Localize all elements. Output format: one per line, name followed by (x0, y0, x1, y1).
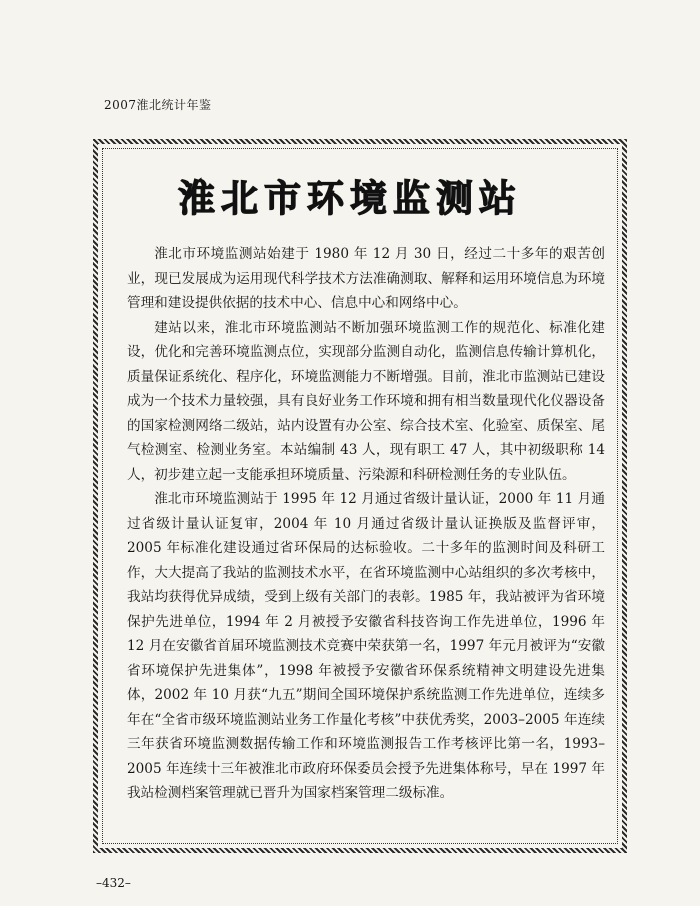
running-head: 2007淮北统计年鉴 (104, 98, 212, 112)
paragraph-3: 淮北市环境监测站于 1995 年 12 月通过省级计量认证，2000 年 11 月通过省级计量认证复审，2004 年 10 月通过省级计量认证换版及监督评审，2005 年标准化建设通过省环保局的达标验收。二十多年的监测时间及科研工作，大大提高了我站的监测技术水平，在省环境监测中心站组织的多次考核中，我站均获得优异成绩，受到上级有关部门的表彰。1985 年，我站被评为省环境保护先进单位，1994 年 2 月被授予安徽省科技咨询工作先进单位，1996 年 12 月在安徽省首届环境监测技术竞赛中荣获第一名，1997 年元月被评为“安徽省环境保护先进集体”，1998 年被授予安徽省环保系统精神文明建设先进集体，2002 年 10 月获“九五”期间全国环境保护系统监测工作先进单位，连续多年在“全省市级环境监测站业务工作量化考核”中获优秀奖，2003–2005 年连续三年获省环境监测数据传输工作和环境监测报告工作考核评比第一名，1993–2005 年连续十三年被淮北市政府环保委员会授予先进集体称号，早在 1997 年我站检测档案管理就已晋升为国家档案管理二级标准。 (127, 491, 605, 801)
page-number: –432– (96, 876, 131, 890)
paragraph-2: 建站以来，淮北市环境监测站不断加强环境监测工作的规范化、标准化建设，优化和完善环境监测点位，实现部分监测自动化，监测信息传输计算机化，质量保证系统化、程序化，环境监测能力不断增强。目前，淮北市监测站已建设成为一个技术力量较强，具有良好业务工作环境和拥有相当数量现代化仪器设备的国家检测网络二级站，站内设置有办公室、综合技术室、化验室、质保室、尾气检测室、检测业务室。本站编制 43 人，现有职工 47 人，其中初级职称 14 人，初步建立起一支能承担环境质量、污染源和科研检测任务的专业队伍。 (127, 319, 605, 483)
article-title: 淮北市环境监测站 (178, 177, 522, 220)
article-body (127, 242, 605, 806)
paragraph-1: 淮北市环境监测站始建于 1980 年 12 月 30 日，经过二十多年的艰苦创业，现已发展成为运用现代科学技术方法准确测取、解释和运用环境信息为环境管理和建设提供依据的技术中心、信息中心和网络中心。 (127, 246, 605, 311)
